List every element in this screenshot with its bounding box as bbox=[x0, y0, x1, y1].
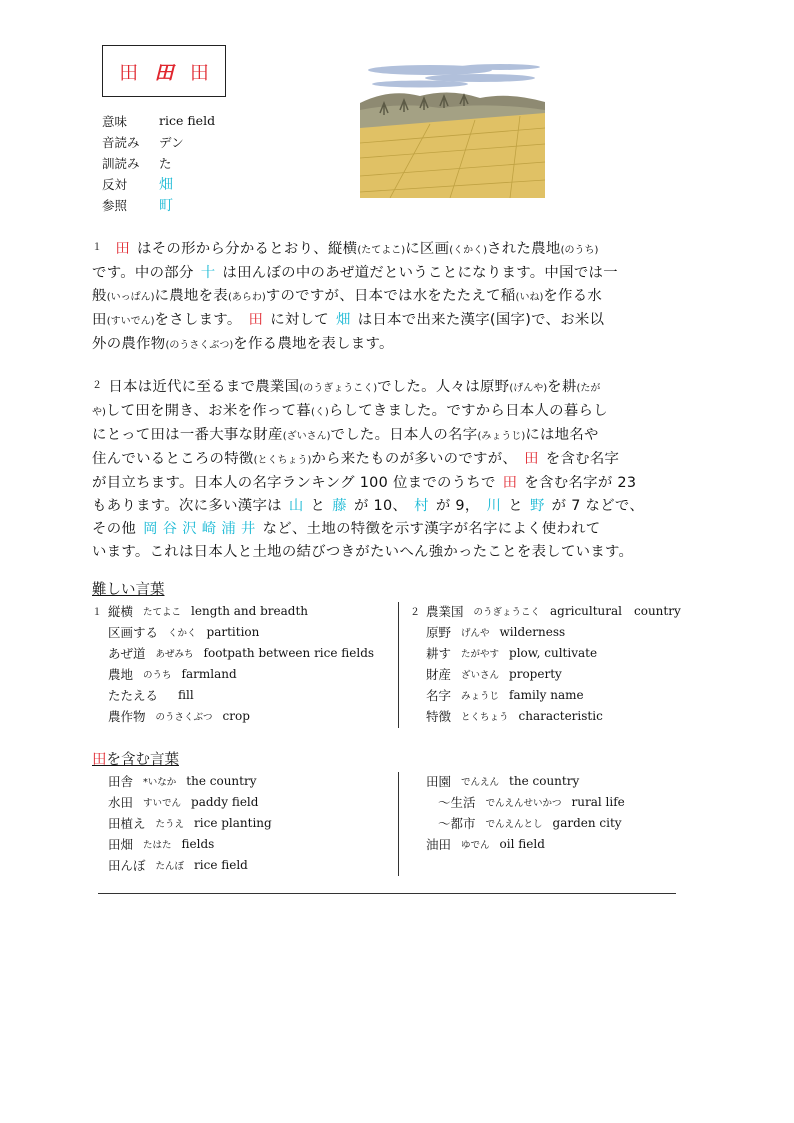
vocab-row bbox=[92, 684, 374, 705]
text: が 7 などで、 bbox=[551, 498, 645, 514]
text: にとって田は一番大事な財産 bbox=[92, 427, 283, 443]
paragraph-2 bbox=[92, 374, 700, 564]
highlight-kanji: 田 bbox=[524, 451, 539, 467]
vocab-word: ～都市 bbox=[438, 815, 476, 831]
vocab-word: 水田 bbox=[108, 794, 134, 810]
vocab-row bbox=[108, 791, 272, 812]
vocab-reading: でんえん bbox=[461, 776, 500, 788]
text: を含む名字が 23 bbox=[524, 475, 637, 491]
containing-words-left bbox=[108, 770, 272, 875]
text-line bbox=[92, 472, 700, 495]
text: から来たものが多いのですが、 bbox=[311, 451, 518, 467]
vocab-reading: たはた bbox=[143, 839, 172, 851]
text: を含む名字 bbox=[545, 451, 620, 467]
vocab-row bbox=[92, 642, 374, 663]
text-line bbox=[92, 541, 700, 564]
text: など、土地の特徴を示す漢字が名字によく使われて bbox=[262, 521, 601, 537]
vocab-word: 田園 bbox=[426, 773, 452, 789]
furigana: (げんや) bbox=[509, 383, 548, 394]
vocab-row bbox=[108, 770, 272, 791]
vocab-row bbox=[92, 705, 374, 726]
vocab-row bbox=[426, 812, 625, 833]
kanji-info-table bbox=[102, 110, 215, 215]
vocab-reading: のうさくぶつ bbox=[155, 711, 213, 723]
vocab-word: 原野 bbox=[426, 624, 452, 640]
vocab-row bbox=[410, 621, 681, 642]
related-kanji: 畑 bbox=[335, 312, 351, 328]
related-kanji: 野 bbox=[529, 498, 545, 514]
text-line bbox=[92, 400, 700, 424]
text: して田を開き、お米を作って暮 bbox=[105, 403, 311, 419]
vocab-english: partition bbox=[206, 624, 260, 639]
kanji-form-1: 田 bbox=[119, 61, 139, 84]
rice-field-landscape-image bbox=[360, 58, 545, 198]
info-row bbox=[102, 152, 215, 173]
vocab-english: the country bbox=[509, 773, 580, 788]
furigana: (たてよこ) bbox=[357, 245, 406, 256]
info-value: 畑 bbox=[159, 176, 173, 193]
vocab-english: oil field bbox=[499, 836, 545, 851]
text-line bbox=[92, 285, 700, 309]
vocab-reading: でんえんせいかつ bbox=[485, 797, 562, 809]
vocab-word: 特徴 bbox=[426, 708, 452, 724]
vocab-row bbox=[410, 705, 681, 726]
furigana: (あらわ) bbox=[227, 292, 266, 303]
highlight-kanji: 田 bbox=[248, 312, 264, 328]
kanji-forms-box bbox=[102, 45, 226, 97]
info-value: rice field bbox=[159, 113, 216, 128]
text: その他 bbox=[92, 521, 137, 537]
highlight-kanji: 田 bbox=[502, 475, 518, 491]
text: をさします。 bbox=[154, 312, 242, 328]
vocab-row bbox=[410, 684, 681, 705]
highlight-kanji: 田 bbox=[115, 241, 131, 257]
vocab-word: 名字 bbox=[426, 687, 452, 703]
difficult-words-left bbox=[92, 600, 374, 726]
text: もあります。次に多い漢字は bbox=[92, 498, 282, 514]
text: が 9， bbox=[435, 498, 480, 514]
vocab-english: footpath between rice fields bbox=[203, 645, 375, 660]
info-row bbox=[102, 194, 215, 215]
text: らしてきました。ですから日本人の暮らし bbox=[328, 403, 608, 419]
vocab-number: ２ bbox=[410, 607, 420, 618]
text: には地名や bbox=[525, 427, 599, 443]
text: を作る農地を表します。 bbox=[233, 336, 394, 352]
text: が目立ちます。日本人の名字ランキング 100 位までのうちで bbox=[92, 475, 496, 491]
related-kanji: 岡 谷 沢 崎 浦 井 bbox=[143, 521, 256, 537]
text: に農地を表 bbox=[154, 288, 228, 304]
text-line bbox=[92, 448, 700, 472]
text: 田 bbox=[92, 312, 107, 328]
vocab-row bbox=[426, 833, 625, 854]
vocab-word: 耕す bbox=[426, 645, 452, 661]
vocab-english: fill bbox=[178, 687, 194, 702]
furigana: (たが bbox=[576, 383, 601, 394]
vocab-word: 縦横 bbox=[108, 603, 134, 619]
info-row bbox=[102, 110, 215, 131]
furigana: (くかく) bbox=[449, 245, 488, 256]
vocab-reading: たてよこ bbox=[143, 606, 182, 618]
furigana: (とくちょう) bbox=[253, 455, 312, 466]
vocab-english: rural life bbox=[571, 794, 625, 809]
bottom-rule bbox=[98, 893, 676, 894]
furigana: (みょうじ) bbox=[477, 431, 526, 442]
furigana: (いっぱん) bbox=[106, 292, 155, 303]
furigana: (ざいさん) bbox=[282, 431, 331, 442]
related-kanji: 村 bbox=[414, 498, 429, 514]
furigana: (のうさくぶつ) bbox=[165, 340, 234, 351]
vocab-english: farmland bbox=[181, 666, 237, 681]
vocab-row bbox=[426, 791, 625, 812]
text: と bbox=[508, 498, 523, 514]
furigana: や) bbox=[92, 407, 106, 418]
info-label: 意味 bbox=[102, 113, 128, 129]
text-line bbox=[92, 518, 700, 541]
vocab-reading: でんえんとし bbox=[485, 818, 543, 830]
text-line bbox=[92, 262, 700, 285]
heading-rest: を含む言葉 bbox=[106, 752, 179, 768]
text: います。これは日本人と土地の結びつきがたいへん強かったことを表しています。 bbox=[92, 544, 634, 560]
text-line bbox=[92, 424, 700, 448]
difficult-words-right bbox=[410, 600, 681, 726]
info-value: た bbox=[159, 155, 172, 171]
related-kanji: 川 bbox=[486, 498, 502, 514]
vocab-row bbox=[92, 600, 374, 621]
paragraph-number: １ bbox=[92, 242, 103, 253]
vocab-word: 油田 bbox=[426, 836, 452, 852]
info-label: 訓読み bbox=[102, 155, 140, 171]
info-label: 参照 bbox=[102, 197, 128, 213]
furigana: (く) bbox=[311, 407, 329, 418]
vocab-reading: たがやす bbox=[461, 648, 500, 660]
vocab-row bbox=[92, 663, 374, 684]
text: を作る水 bbox=[543, 288, 603, 304]
text: に区画 bbox=[405, 241, 450, 257]
paragraph-1 bbox=[92, 236, 700, 357]
text: でした。日本人の名字 bbox=[330, 427, 478, 443]
paragraph-number: ２ bbox=[92, 380, 103, 391]
text: です。中の部分 bbox=[92, 265, 194, 281]
text: は日本で出来た漢字(国字)で、お米以 bbox=[357, 312, 605, 328]
vocab-row bbox=[410, 600, 681, 621]
text: は田んぼの中のあぜ道だということになります。中国では一 bbox=[222, 265, 618, 281]
info-label: 音読み bbox=[102, 134, 140, 150]
text: 般 bbox=[92, 288, 107, 304]
vocab-english: fields bbox=[181, 836, 215, 851]
vocab-row bbox=[410, 663, 681, 684]
vocab-word: ～生活 bbox=[438, 794, 476, 810]
vocab-row bbox=[108, 833, 272, 854]
text: 住んでいるところの特徴 bbox=[92, 451, 254, 467]
vocab-english: property bbox=[509, 666, 562, 681]
vocab-word: たたえる bbox=[108, 687, 159, 703]
text: すのですが、日本では水をたたえて稲 bbox=[265, 288, 516, 304]
text-line bbox=[92, 236, 700, 262]
vocab-reading: くかく bbox=[168, 627, 197, 639]
vocab-reading: げんや bbox=[461, 627, 490, 639]
vocab-english: agricultural country bbox=[550, 604, 681, 618]
text: が 10、 bbox=[353, 498, 408, 514]
vocab-reading: *いなか bbox=[143, 776, 177, 788]
vocab-word: あぜ道 bbox=[108, 645, 146, 661]
containing-words-heading bbox=[92, 748, 179, 769]
text: を耕 bbox=[547, 379, 577, 395]
vocab-row bbox=[410, 642, 681, 663]
vocab-reading: たんぼ bbox=[155, 860, 185, 872]
vocab-word: 農作物 bbox=[108, 708, 146, 724]
vocab-reading: とくちょう bbox=[461, 711, 509, 723]
vocab-english: wilderness bbox=[499, 624, 566, 639]
furigana: (のうち) bbox=[560, 245, 599, 256]
vocab-word: 田んぼ bbox=[108, 857, 146, 873]
related-kanji: 山 bbox=[288, 498, 304, 514]
vocab-english: the country bbox=[186, 773, 257, 788]
vocab-word: 農地 bbox=[108, 666, 134, 682]
vocab-english: rice field bbox=[194, 857, 248, 872]
furigana: (すいでん) bbox=[106, 316, 155, 327]
heading-kanji: 田 bbox=[92, 752, 107, 768]
text: と bbox=[310, 498, 326, 514]
column-divider bbox=[398, 602, 399, 728]
furigana: (のうぎょうこく) bbox=[299, 383, 378, 394]
vocab-reading: すいでん bbox=[143, 797, 182, 809]
vocab-word: 区画する bbox=[108, 624, 159, 640]
text: はその形から分かるとおり、縦横 bbox=[137, 241, 358, 257]
info-value: 町 bbox=[159, 197, 173, 214]
vocab-word: 田畑 bbox=[108, 836, 134, 852]
vocab-english: crop bbox=[222, 708, 250, 723]
text: でした。人々は原野 bbox=[377, 379, 510, 395]
vocab-row bbox=[108, 812, 272, 833]
info-row bbox=[102, 173, 215, 194]
containing-words-right bbox=[426, 770, 625, 854]
vocab-reading: ざいさん bbox=[461, 669, 500, 681]
vocab-english: garden city bbox=[552, 815, 622, 830]
vocab-reading: みょうじ bbox=[461, 690, 500, 702]
text: に対して bbox=[270, 312, 329, 328]
column-divider bbox=[398, 772, 399, 876]
vocab-row bbox=[426, 770, 625, 791]
text: された農地 bbox=[487, 241, 561, 257]
vocab-english: characteristic bbox=[518, 708, 603, 723]
vocab-row bbox=[108, 854, 272, 875]
vocab-word: 田舎 bbox=[108, 773, 134, 789]
text: 日本は近代に至るまで農業国 bbox=[108, 379, 300, 395]
related-kanji: 藤 bbox=[332, 498, 347, 514]
vocab-number: １ bbox=[92, 607, 102, 618]
kanji-form-3: 田 bbox=[189, 61, 209, 84]
vocab-reading: あぜみち bbox=[155, 648, 194, 660]
text-line bbox=[92, 333, 700, 357]
furigana: (いね) bbox=[515, 292, 544, 303]
vocab-word: 財産 bbox=[426, 666, 452, 682]
text-line bbox=[92, 495, 700, 518]
difficult-words-heading: 難しい言葉 bbox=[92, 582, 165, 598]
vocab-reading: ゆでん bbox=[461, 839, 490, 851]
vocab-english: length and breadth bbox=[191, 603, 309, 618]
text-line bbox=[92, 309, 700, 333]
vocab-english: plow, cultivate bbox=[509, 645, 598, 660]
vocab-reading: のうち bbox=[143, 669, 172, 681]
vocab-english: family name bbox=[509, 687, 584, 702]
info-value: デン bbox=[159, 134, 184, 150]
info-row bbox=[102, 131, 215, 152]
vocab-reading: のうぎょうこく bbox=[473, 606, 541, 618]
vocab-english: paddy field bbox=[191, 794, 259, 809]
vocab-word: 農業国 bbox=[426, 603, 464, 619]
kanji-form-2: 田 bbox=[154, 61, 174, 84]
text: 外の農作物 bbox=[92, 336, 166, 352]
text-line bbox=[92, 374, 700, 400]
info-label: 反対 bbox=[102, 176, 128, 192]
related-kanji: 十 bbox=[200, 265, 216, 281]
vocab-word: 田植え bbox=[108, 815, 146, 831]
vocab-row bbox=[92, 621, 374, 642]
vocab-reading: たうえ bbox=[155, 818, 185, 830]
vocab-english: rice planting bbox=[194, 815, 272, 830]
